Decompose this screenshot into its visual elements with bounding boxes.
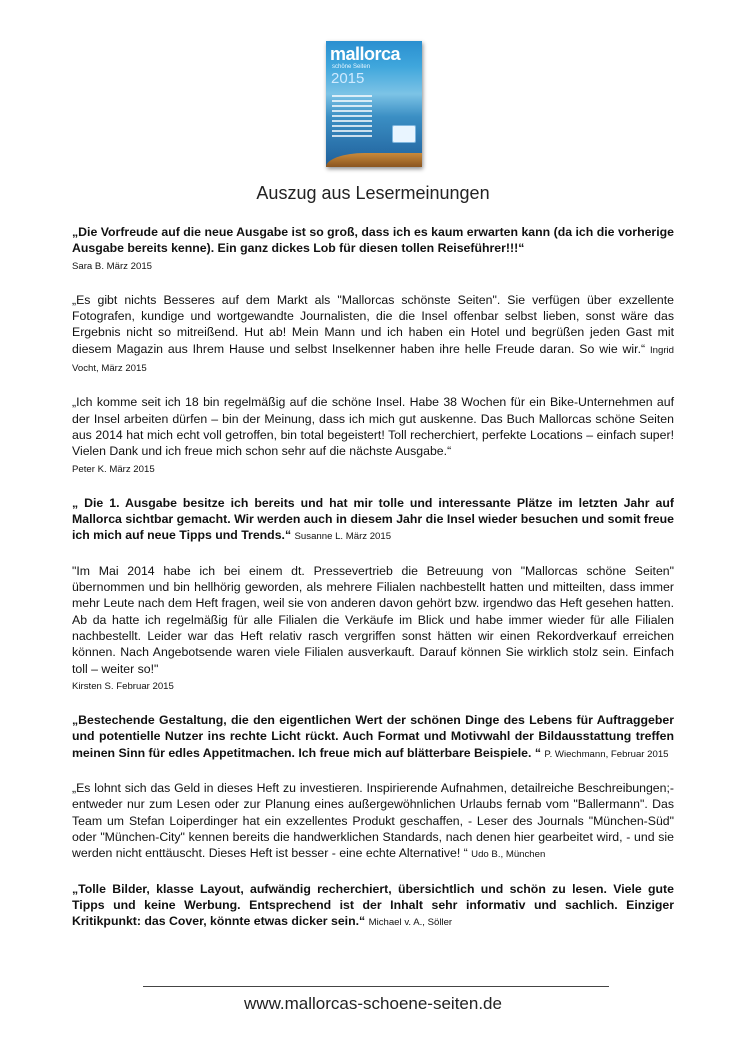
cover-coastline [326, 153, 422, 167]
testimonial-author: P. Wiechmann, Februar 2015 [544, 748, 669, 760]
testimonial-list [72, 224, 674, 948]
testimonial-text: „Es gibt nichts Besseres auf dem Markt als "Mallorcas schönste Seiten". Sie verfügen über exzellente Fotografen, kundige und wortgewandte Journalisten, die die Insel offenbar selbst lieben, sonst wäre das Ergebnis nicht so mitreißend. Hut ab! Mein Mann und ich haben ein Hotel und begrüßen jeden Gast mit diesem Magazin aus Ihrem Hause und selbst Inselkenner haben ihre helle Freude daran. So wie wir.“ [72, 292, 674, 356]
testimonial-text: „Bestechende Gestaltung, die den eigentlichen Wert der schönen Dinge des Lebens für Auftraggeber und potentielle Nutzer ins rechte Licht rückt. Auch Format und Motivwahl der Bildausstattung treffen meinen Sinn für edles Appetitmachen. Ich freue mich auf blätterbare Beispiele. “ [72, 713, 674, 760]
testimonial-text: "Im Mai 2014 habe ich bei einem dt. Pressevertrieb die Betreuung von "Mallorcas schöne Seiten" übernommen und bin hellhörig geworden, als mehrere Filialen nachbestellt hatten und mitteilten, dass immer mehr Leute nach dem Heft fragen, weil sie von anderen davon gehört bzw. irgendwo das Heft gesehen hatten. Ab da hatte ich regelmäßig für alle Filialen die Verkäufe im Blick und habe immer wieder für alle Filialen nachbestellt. Leider war das Heft relativ rasch vergriffen sonst hätten wir einen Rekordverkauf erreichen können. Nach Angebotsende waren viele Filialen ausverkauft. Darauf können Sie wirklich stolz sein. Einfach toll – weiter so!" [72, 563, 674, 676]
cover-badge [392, 125, 416, 143]
testimonial [72, 881, 674, 932]
testimonial [72, 780, 674, 863]
testimonial [72, 495, 674, 546]
testimonial [72, 224, 674, 275]
testimonial-author: Kirsten S. Februar 2015 [72, 680, 174, 692]
footer-divider [143, 986, 609, 987]
testimonial [72, 394, 674, 477]
testimonial-author: Susanne L. März 2015 [294, 531, 392, 543]
testimonial [72, 292, 674, 377]
testimonial-author: Peter K. März 2015 [72, 463, 155, 475]
page-title: Auszug aus Lesermeinungen [256, 183, 490, 203]
cover-contents-lines [332, 95, 372, 140]
testimonial-text: „ Die 1. Ausgabe besitze ich bereits und hat mir tolle und interessante Plätze im letzten Jahr auf Mallorca sichtbar gemacht. Wir werden auch in diesem Jahr die Insel wieder besuchen und somit freue ich mich auf neue Tipps und Trends.“ [72, 495, 674, 543]
testimonial-text: „Die Vorfreude auf die neue Ausgabe ist so groß, dass ich es kaum erwarten kann (da ich die vorherige Ausgabe bereits kenne). Ein ganz dickes Lob für diesen tollen Reiseführer!!!“ [72, 225, 674, 256]
testimonial-author: Udo B., München [471, 849, 546, 861]
testimonial-author: Ingrid Vocht, März 2015 [72, 344, 674, 375]
testimonial-text: „Tolle Bilder, klasse Layout, aufwändig recherchiert, übersichtlich und schön zu lesen. Viele gute Tipps und keine Werbung. Entsprechend ist der Inhalt sehr informativ und sachlich. Einziger Kritikpunkt: das Cover, könnte etwas dicker sein.“ [72, 881, 674, 929]
testimonial-author: Michael v. A., Söller [368, 917, 453, 929]
testimonial-text: „Ich komme seit ich 18 bin regelmäßig auf die schöne Insel. Habe 38 Wochen für ein Bike-Unternehmen auf der Insel arbeiten dürfen – bin der Meinung, dass ich mich gut auskenne. Das Buch Mallorcas schöne Seiten aus 2014 hat mich echt voll getroffen, bin total begeistert! Toll recherchiert, perfekte Locations – einfach super! Vielen Dank und ich freue mich schon sehr auf die nächste Ausgabe.“ [72, 395, 674, 459]
cover-subtitle: schöne Seiten [332, 64, 371, 70]
footer-url[interactable]: www.mallorcas-schoene-seiten.de [244, 994, 502, 1013]
testimonial-text: „Es lohnt sich das Geld in dieses Heft zu investieren. Inspirierende Aufnahmen, detailreiche Beschreibungen;- entweder nur zum Lesen oder zur Planung eines außergewöhnlichen Urlaubs fernab vom "Ballermann". Das Team um Stefan Loiperdinger hat ein exzellentes Produkt geschaffen, - Leser des Journals "München-Süd" oder "München-City" kennen bereits die handwerklichen Standards, nach denen hier gearbeitet wird, - und sie werden nicht enttäuscht. Dieses Heft ist besser - eine echte Alternative! “ [72, 781, 674, 861]
testimonial-author: Sara B. März 2015 [72, 260, 152, 272]
cover-year: 2015 [331, 70, 365, 87]
testimonial [72, 563, 674, 695]
testimonial [72, 712, 674, 763]
magazine-cover [326, 41, 422, 167]
cover-brand: mallorca [330, 44, 401, 64]
